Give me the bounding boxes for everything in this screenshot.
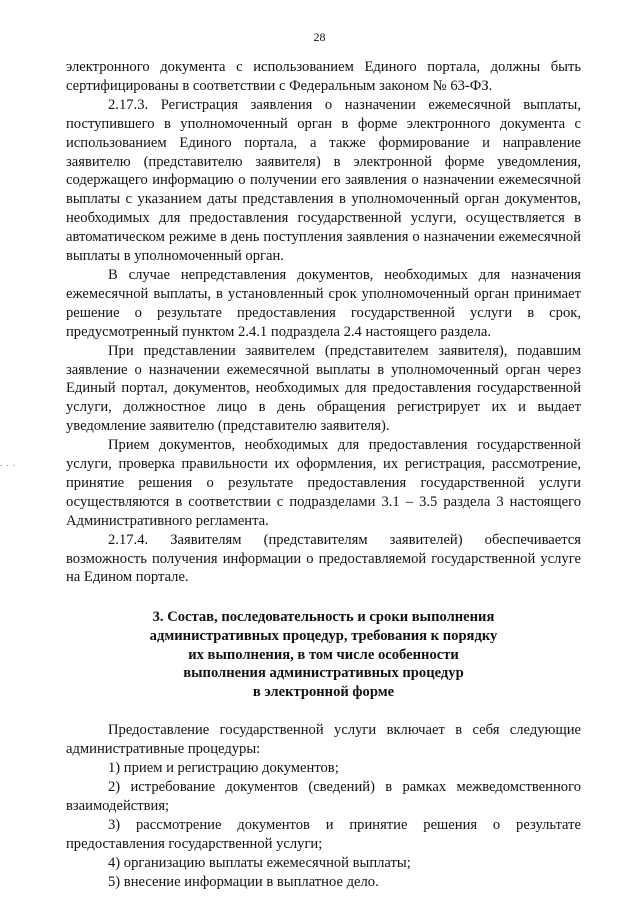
document-body [66,58,581,892]
paragraph-2-17-3: 2.17.3. Регистрация заявления о назначении ежемесячной выплаты, поступившего в уполномоченный орган в форме электронного документа с использованием Единого портала, а также формирование и направление заявителю (представителю заявителя) в электронной форме уведомления, содержащего информацию о получении его заявления о назначении ежемесячной выплаты с указанием даты представления в уполномоченный орган документов, необходимых для предоставления государственной услуги, осуществляется в автоматическом режиме в день поступления заявления о назначении ежемесячной выплаты в уполномоченный орган. [66,96,581,265]
paragraph-continuation: электронного документа с использованием Единого портала, должны быть сертифицированы в соответствии с Федеральным законом № 63-ФЗ. [66,59,581,94]
margin-marks: . . . [0,458,17,468]
procedure-item: 2) истребование документов (сведений) в рамках межведомственного взаимодействия; [66,779,581,814]
heading-line: их выполнения, в том числе особенности [188,646,459,663]
heading-line: выполнения административных процедур [183,665,464,682]
procedure-item: 4) организацию выплаты ежемесячной выплаты; [108,854,411,871]
heading-line: в электронной форме [252,683,395,700]
procedure-item: 1) прием и регистрацию документов; [108,760,339,777]
paragraph-submission: При представлении заявителем (представителем заявителя), подавшим заявление о назначении ежемесячной выплаты в уполномоченный орган через Единый портал, документов, необходимых для предоставления государственной услуги, должностное лицо в день обращения регистрирует их и выдает уведомление заявителю (представителю заявителя). [66,342,581,435]
heading-line: административных процедур, требования к порядку [149,627,498,644]
page-number: 28 [313,30,326,44]
section-3-heading [66,608,581,701]
paragraph-non-submission: В случае непредставления документов, необходимых для назначения ежемесячной выплаты, в установленный срок уполномоченный орган принимает решение о результате предоставления государственной услуги в срок, предусмотренный пунктом 2.4.1 подраздела 2.4 настоящего раздела. [66,266,581,340]
procedures-intro: Предоставление государственной услуги включает в себя следующие административные процедуры: [66,722,581,758]
paragraph-acceptance: Прием документов, необходимых для предоставления государственной услуги, проверка правильности их оформления, их регистрация, рассмотрение, принятие решения о результате предоставления государственной услуги осуществляются в соответствии с подразделами 3.1 – 3.5 раздела 3 настоящего Административного регламента. [66,437,581,529]
procedure-item: 3) рассмотрение документов и принятие решения о результате предоставления государственной услуги; [66,816,581,852]
paragraph-2-17-4: 2.17.4. Заявителям (представителям заявителей) обеспечивается возможность получения информации о предоставляемой государственной услуге на Едином портале. [66,531,581,586]
procedure-item: 5) внесение информации в выплатное дело. [108,873,379,890]
heading-line: 3. Состав, последовательность и сроки выполнения [152,609,495,626]
